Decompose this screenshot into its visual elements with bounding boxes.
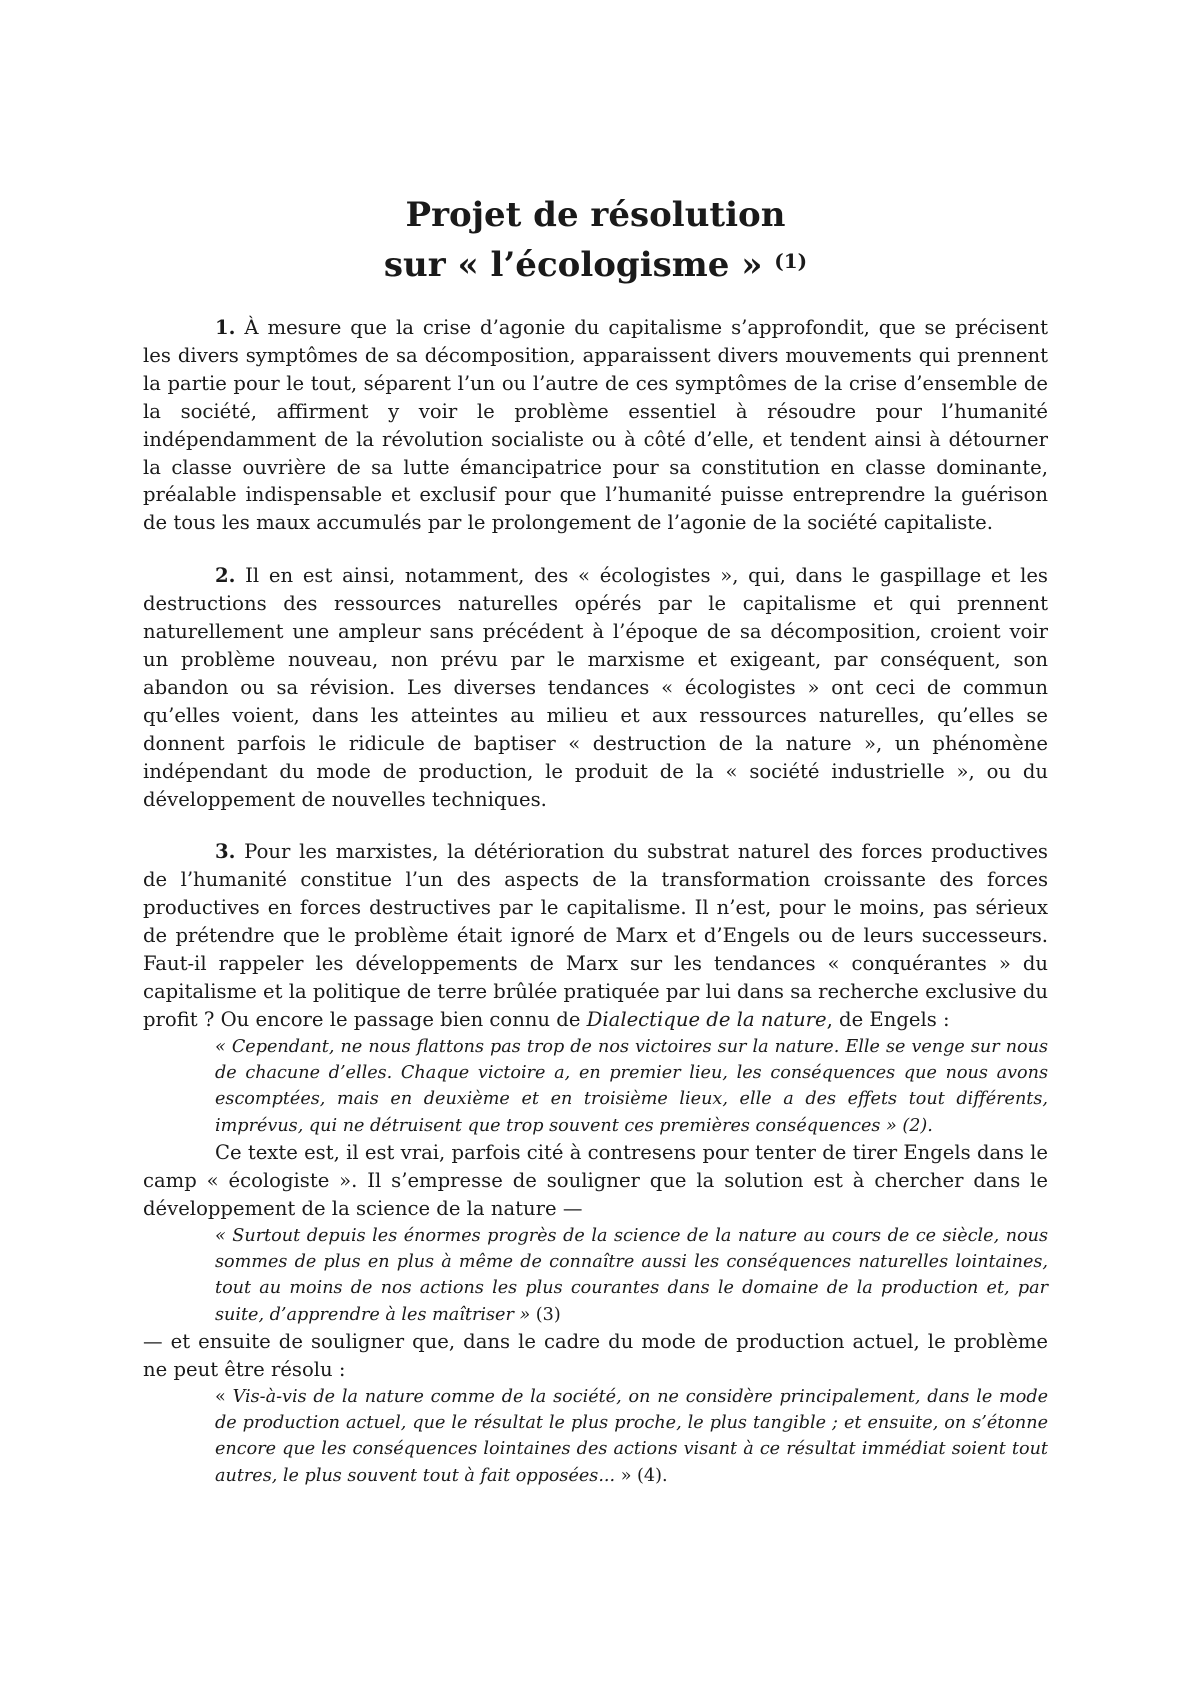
paragraph-2: [143, 562, 1048, 813]
document-title: [143, 190, 1048, 290]
paragraph-gap: [143, 813, 1048, 838]
paragraph-3-text-after: , de Engels :: [826, 1007, 950, 1031]
quote-3-open: «: [215, 1386, 233, 1407]
quote-2-reference: (3): [530, 1304, 561, 1325]
paragraph-5-text: — et ensuite de souligner que, dans le cadre du mode de production actuel, le problème ne peut être résolu :: [143, 1329, 1048, 1381]
paragraph-3: [143, 838, 1048, 1033]
title-footnote-ref: (1): [774, 249, 808, 273]
title-line-2: sur « l’écologisme »: [383, 245, 763, 285]
quote-3-text: Vis-à-vis de la nature comme de la société, on ne considère principalement, dans le mode de production actuel, que le résultat le plus proche, le plus tangible ; et ensuite, on s’étonne encore que les conséquences lointaines des actions visant à ce résultat immédiat soient tout autres, le plus souvent tout à fait opposées...: [215, 1386, 1048, 1486]
title-line-1: Projet de résolution: [405, 195, 786, 235]
paragraph-5: [143, 1328, 1048, 1384]
quote-1-text: « Cependant, ne nous flattons pas trop de nos victoires sur la nature. Elle se venge sur nous de chacune d’elles. Chaque victoire a, en premier lieu, les conséquences que nous avons escomptées, mais en deuxième et en troisième lieux, elle a des effets tout différents, imprévus, qui ne détruisent que trop souvent ces premières conséquences » (2).: [215, 1036, 1048, 1136]
work-title: Dialectique de la nature: [586, 1007, 827, 1031]
quote-1: [215, 1034, 1048, 1139]
paragraph-gap: [143, 537, 1048, 562]
paragraph-2-number: 2.: [215, 564, 236, 588]
document-page: [143, 190, 1048, 1489]
paragraph-2-text: Il en est ainsi, notamment, des « écologistes », qui, dans le gaspillage et les destructions des ressources naturelles opérés par le capitalisme et qui prennent naturellement une ampleur sans précédent à l’époque de sa décomposition, croient voir un problème nouveau, non prévu par le marxisme et exigeant, par conséquent, son abandon ou sa révision. Les diverses tendances « écologistes » ont ceci de commun qu’elles voient, dans les atteintes au milieu et aux ressources naturelles, qu’elles se donnent parfois le ridicule de baptiser « destruction de la nature », un phénomène indépendant du mode de production, le produit de la « société industrielle », ou du développement de nouvelles techniques.: [143, 564, 1048, 811]
paragraph-4: [143, 1139, 1048, 1223]
paragraph-1-text: À mesure que la crise d’agonie du capitalisme s’approfondit, que se précisent les divers symptômes de sa décomposition, apparaissent divers mouvements qui prennent la partie pour le tout, séparent l’un ou l’autre de ces symptômes de la crise d’ensemble de la société, affirment y voir le problème essentiel à résoudre pour l’humanité indépendamment de la révolution socialiste ou à côté d’elle, et tendent ainsi à détourner la classe ouvrière de sa lutte émancipatrice pour sa constitution en classe dominante, préalable indispensable et exclusif pour que l’humanité puisse entreprendre la guérison de tous les maux accumulés par le prolongement de l’agonie de la société capitaliste.: [143, 316, 1048, 535]
paragraph-1-number: 1.: [215, 316, 236, 339]
quote-3-close: » (4).: [615, 1465, 668, 1486]
quote-3: [215, 1384, 1048, 1489]
quote-2-text: « Surtout depuis les énormes progrès de la science de la nature au cours de ce siècle, nous sommes de plus en plus à même de connaître aussi les conséquences naturelles lointaines, tout au moins de nos actions les plus courantes dans le domaine de la production et, par suite, d’apprendre à les maîtriser »: [215, 1225, 1048, 1325]
paragraph-3-text-before: Pour les marxistes, la détérioration du substrat naturel des forces productives de l’humanité constitue l’un des aspects de la transformation croissante des forces productives en forces destructives par le capitalisme. Il n’est, pour le moins, pas sérieux de prétendre que le problème était ignoré de Marx et d’Engels ou de leurs successeurs. Faut-il rappeler les développements de Marx sur les tendances « conquérantes » du capitalisme et la politique de terre brûlée pratiquée par lui dans sa recherche exclusive du profit ? Ou encore le passage bien connu de: [143, 840, 1048, 1031]
paragraph-4-text: Ce texte est, il est vrai, parfois cité à contresens pour tenter de tirer Engels dans le camp « écologiste ». Il s’empresse de souligner que la solution est à chercher dans le développement de la science de la nature —: [143, 1140, 1048, 1220]
paragraph-3-number: 3.: [215, 840, 236, 864]
quote-2: [215, 1223, 1048, 1328]
paragraph-1: [143, 314, 1048, 537]
